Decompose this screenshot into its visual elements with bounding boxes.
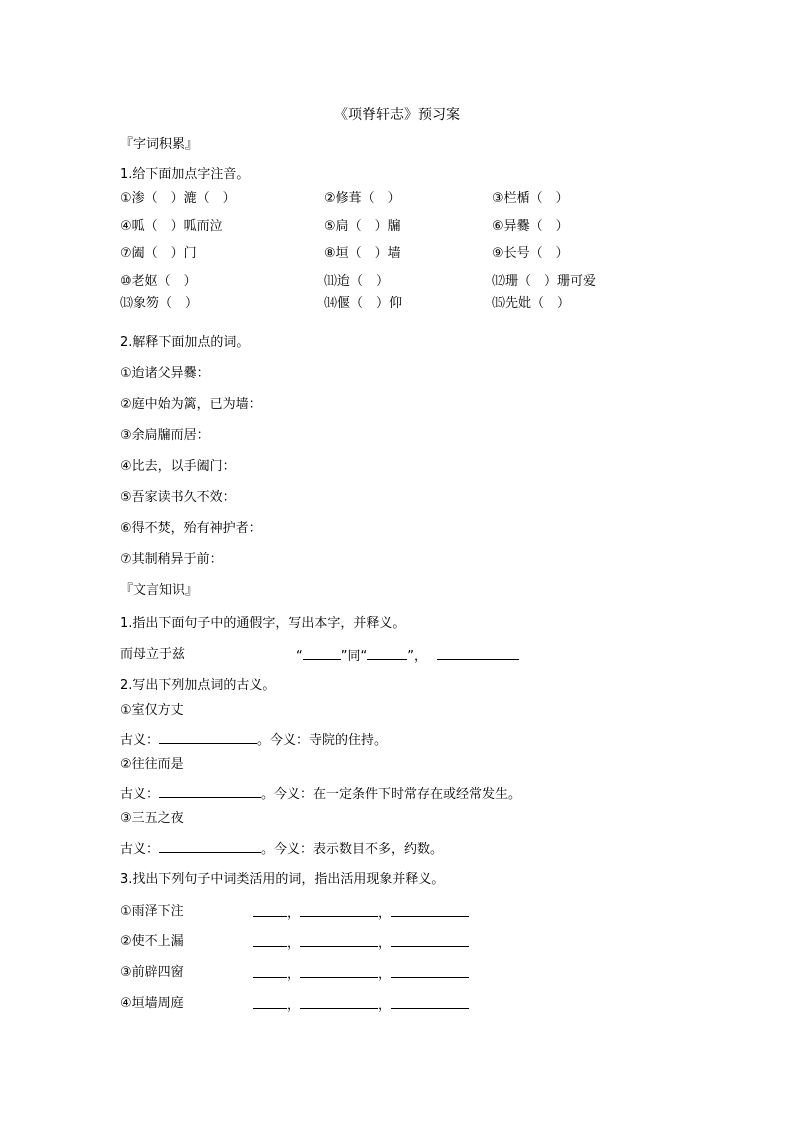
ancient-meaning-phrase: ②往往而是	[120, 757, 184, 772]
comma: ，	[287, 998, 301, 1013]
pinyin-item: ⑧垣（ ）墙	[324, 246, 401, 261]
word-blank[interactable]	[253, 964, 287, 978]
comma: ，	[378, 906, 392, 921]
page-title: 《项脊轩志》预习案	[334, 107, 460, 123]
pinyin-item: ⑦阖（ ）门	[120, 246, 197, 261]
knowledge-3-heading: 3.找出下列句子中词类活用的词，指出活用现象并释义。	[120, 872, 445, 887]
comma: ，	[378, 967, 392, 982]
pinyin-item: ⑨长号（ ）	[492, 246, 569, 261]
meaning-blank[interactable]	[391, 903, 469, 917]
tongjia-sentence: 而母立于兹	[120, 647, 186, 662]
knowledge-2-heading: 2.写出下列加点词的古义。	[120, 678, 276, 693]
meaning-blank[interactable]	[437, 646, 519, 660]
ancient-meaning-line	[120, 730, 387, 750]
section-heading-vocabulary: 『字词积累』	[120, 137, 199, 152]
meaning-blank[interactable]	[391, 933, 469, 947]
gu-label: 古义：	[120, 787, 160, 802]
gu-label: 古义：	[120, 733, 160, 748]
usage-blank[interactable]	[300, 903, 378, 917]
word-class-item: ④垣墙周庭	[120, 996, 184, 1011]
ancient-meaning-blank[interactable]	[159, 839, 261, 853]
word-class-item: ②使不上漏	[120, 934, 184, 949]
explain-item: ⑥得不焚，殆有神护者：	[120, 521, 262, 536]
pinyin-item: ⑿珊（ ）珊可爱	[492, 274, 597, 289]
word-class-answers	[253, 964, 469, 984]
pinyin-item: ⒂先妣（ ）	[492, 296, 571, 311]
pinyin-item: ④呱（ ）呱而泣	[120, 219, 223, 234]
pinyin-item: ②修葺（ ）	[324, 191, 401, 206]
question-2-heading: 2.解释下面加点的词。	[120, 335, 250, 350]
modern-meaning: 。今义：在一定条件下时常存在或经常发生。	[261, 787, 522, 802]
word-class-answers	[253, 903, 469, 923]
pinyin-item: ⑤扃（ ）牖	[324, 219, 401, 234]
modern-meaning: 。今义：表示数目不多，约数。	[261, 842, 444, 857]
usage-blank[interactable]	[300, 964, 378, 978]
usage-blank[interactable]	[300, 995, 378, 1009]
explain-item: ③余扃牖而居：	[120, 428, 210, 443]
meaning-blank[interactable]	[391, 995, 469, 1009]
pinyin-item: ⑩老妪（ ）	[120, 274, 197, 289]
explain-item: ⑤吾家读书久不效：	[120, 490, 236, 505]
word-class-item: ①雨泽下注	[120, 904, 184, 919]
word-blank[interactable]	[253, 995, 287, 1009]
close-quote: ”，	[407, 649, 427, 664]
word-class-answers	[253, 995, 469, 1015]
pinyin-item: ⒀象笏（ ）	[120, 296, 199, 311]
pinyin-item: ③栏楯（ ）	[492, 191, 569, 206]
tongjia-char-blank[interactable]	[303, 646, 341, 660]
pinyin-item: ⑥异爨（ ）	[492, 219, 569, 234]
knowledge-1-heading: 1.指出下面句子中的通假字，写出本字，并释义。	[120, 616, 406, 631]
question-1-heading: 1.给下面加点字注音。	[120, 167, 250, 182]
pinyin-item: ⒁偃（ ）仰	[324, 296, 403, 311]
pinyin-item: ⑾迨（ ）	[324, 274, 390, 289]
ancient-meaning-blank[interactable]	[159, 784, 261, 798]
modern-meaning: 。今义：寺院的住持。	[257, 733, 388, 748]
ancient-meaning-line	[120, 839, 443, 859]
original-char-blank[interactable]	[367, 646, 407, 660]
tong-label: ”同“	[340, 649, 368, 664]
word-class-item: ③前辟四窗	[120, 965, 184, 980]
tongjia-answer-line	[296, 646, 519, 666]
meaning-blank[interactable]	[391, 964, 469, 978]
ancient-meaning-phrase: ③三五之夜	[120, 811, 184, 826]
comma: ，	[378, 998, 392, 1013]
gu-label: 古义：	[120, 842, 160, 857]
comma: ，	[287, 906, 301, 921]
ancient-meaning-phrase: ①室仅方丈	[120, 703, 184, 718]
explain-item: ①迨诸父异爨：	[120, 366, 210, 381]
ancient-meaning-line	[120, 784, 521, 804]
word-class-answers	[253, 933, 469, 953]
comma: ，	[287, 967, 301, 982]
ancient-meaning-blank[interactable]	[159, 730, 257, 744]
word-blank[interactable]	[253, 903, 287, 917]
usage-blank[interactable]	[300, 933, 378, 947]
comma: ，	[378, 936, 392, 951]
pinyin-item: ①渗（ ）漉（ ）	[120, 191, 236, 206]
section-heading-classical-knowledge: 『文言知识』	[120, 583, 199, 598]
explain-item: ⑦其制稍异于前：	[120, 552, 223, 567]
word-blank[interactable]	[253, 933, 287, 947]
open-quote: “	[296, 649, 303, 664]
explain-item: ②庭中始为篱，已为墙：	[120, 397, 262, 412]
comma: ，	[287, 936, 301, 951]
explain-item: ④比去，以手阖门：	[120, 459, 236, 474]
